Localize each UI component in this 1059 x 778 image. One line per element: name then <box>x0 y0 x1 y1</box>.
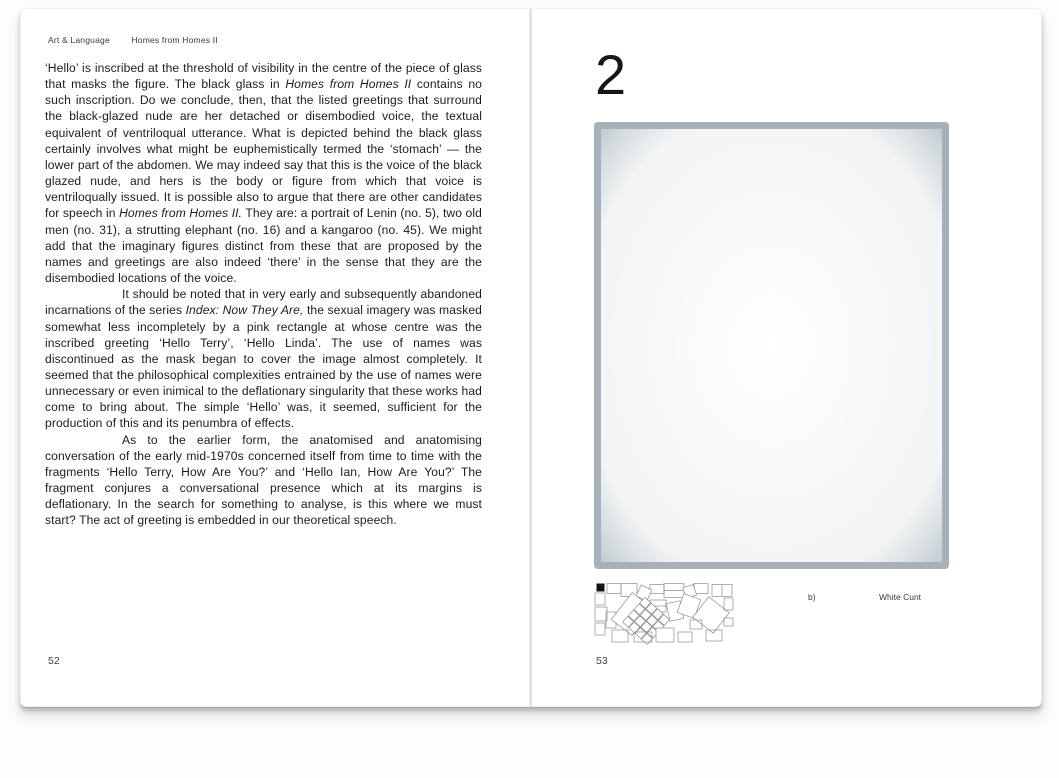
gutter-fold <box>529 9 533 706</box>
index-plan-diagram <box>594 582 736 646</box>
caption-title: White Cunt <box>879 592 922 602</box>
paragraph: It should be noted that in very early and subsequently abandoned incarnations of the series Index: Now They Are, the sexual imagery was masked somewhat less incompletely by a pink rectangle at whose centre was the inscribed greeting ‘Hello Terry’, ‘Hello Linda’. The use of names was discontinued as the mask began to cover the image almost completely. It seemed that the philosophical complexities entrained by the use of names were unnecessary or even inimical to the deflationary singularity that these works had come to bring about. The simple ‘Hello’ was, it seemed, sufficient for the production of this and its penumbra of effects. <box>45 287 482 431</box>
body-text <box>45 60 482 529</box>
page-number-right: 53 <box>596 655 608 667</box>
running-head <box>48 35 218 45</box>
plate-number: 2 <box>595 43 627 106</box>
book-spread <box>20 8 1042 707</box>
running-head-author: Art & Language <box>48 35 110 45</box>
caption-label: b) <box>808 592 816 602</box>
page-number-left: 52 <box>48 655 60 667</box>
artwork-texture <box>601 129 942 562</box>
paragraph: ‘Hello’ is inscribed at the threshold of visibility in the centre of the piece of glass that masks the figure. The black glass in Homes from Homes II contains no such inscription. Do we conclude, then, that the listed greetings that surround the black-glazed nude are her detached or disembodied voice, the textual equivalent of ventriloqual utterance. What is depicted behind the black glass certainly involves what might be euphemistically termed the ‘stomach’ — the lower part of the abdomen. We may indeed say that this is the voice of the black glazed nude, and hers is the body or figure from which that voice is ventriloqually issued. It is possible also to argue that there are other candidates for speech in Homes from Homes II. They are: a portrait of Lenin (no. 5), two old men (no. 31), a strutting elephant (no. 16) and a kangaroo (no. 45). We might add that the imaginary figures distinct from these that are proposed by the names and greetings are also indeed ‘there’ in the sense that they are the disembodied locations of the voice. <box>45 61 482 286</box>
diagram-shapes <box>595 584 733 645</box>
diagram-highlight-marker <box>597 584 605 592</box>
running-head-title: Homes from Homes II <box>131 35 218 45</box>
paragraph: As to the earlier form, the anatomised and anatomising conversation of the early mid-1970s concerned itself from time to time with the fragments ‘Hello Terry, How Are You?’ and ‘Hello Ian, How Are You?’ The fragment conjures a conversational presence which at its margins is deflationary. In the search for something to analyse, is this where we must start? The act of greeting is embedded in our theoretical speech. <box>45 432 482 528</box>
plate-artwork <box>594 122 949 569</box>
